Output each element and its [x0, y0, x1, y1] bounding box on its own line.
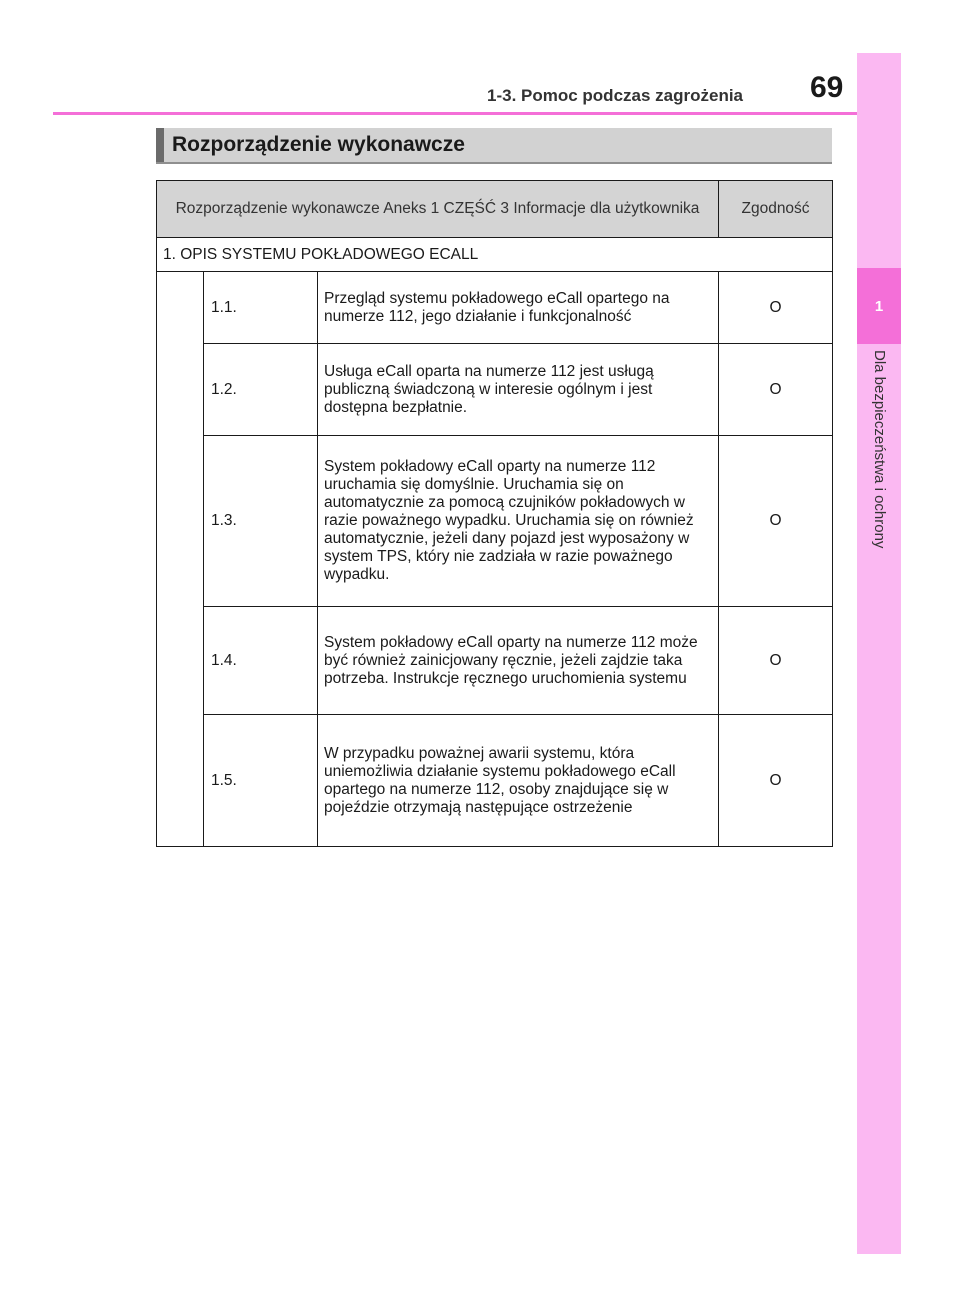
row-description: Usługa eCall oparta na numerze 112 jest usługą publiczną świadczoną w interesie ogólnym i jest dostępna bezpłatnie. — [318, 344, 719, 436]
chapter-index-label: Dla bezpieczeństwa i ochrony — [871, 350, 888, 549]
indent-cell — [157, 272, 204, 847]
chapter-index-number: 1 — [874, 297, 884, 315]
row-description: Przegląd systemu pokładowego eCall opartego na numerze 112, jego działanie i funkcjonalność — [318, 272, 719, 344]
row-compliance: O — [719, 344, 833, 436]
header-requirement: Rozporządzenie wykonawcze Aneks 1 CZĘŚĆ 3 Informacje dla użytkownika — [157, 181, 719, 238]
row-number: 1.5. — [204, 715, 318, 847]
table-header-row — [157, 181, 833, 238]
row-compliance: O — [719, 272, 833, 344]
chapter-index-tab — [857, 268, 901, 344]
section-heading-bar — [156, 128, 832, 164]
table-row — [157, 607, 833, 715]
row-description: W przypadku poważnej awarii systemu, która uniemożliwia działanie systemu pokładowego eCall opartego na numerze 112, osoby znajdujące się w pojeździe otrzymają następujące ostrzeżenie — [318, 715, 719, 847]
row-compliance: O — [719, 715, 833, 847]
chapter-index-strip — [857, 53, 901, 1254]
header-rule — [53, 112, 857, 115]
table-row — [157, 272, 833, 344]
row-number: 1.2. — [204, 344, 318, 436]
row-description: System pokładowy eCall oparty na numerze 112 uruchamia się domyślnie. Uruchamia się on automatycznie za pomocą czujników pokładowych w razie poważnego wypadku. Uruchamia się on również automatycznie, jeżeli dany pojazd jest wyposażony w system TPS, który nie zadziała w razie poważnego wypadku. — [318, 436, 719, 607]
table-row — [157, 715, 833, 847]
table-row — [157, 344, 833, 436]
row-compliance: O — [719, 436, 833, 607]
table-section-row — [157, 238, 833, 272]
row-compliance: O — [719, 607, 833, 715]
row-number: 1.1. — [204, 272, 318, 344]
requirements-table — [156, 180, 833, 847]
running-header-title: 1-3. Pomoc podczas zagrożenia — [487, 86, 744, 105]
section-heading-accent — [156, 128, 164, 162]
section-row-label: 1. OPIS SYSTEMU POKŁADOWEGO ECALL — [157, 238, 833, 272]
row-number: 1.3. — [204, 436, 318, 607]
page-number: 69 — [810, 71, 844, 104]
row-number: 1.4. — [204, 607, 318, 715]
section-heading: Rozporządzenie wykonawcze — [172, 133, 465, 156]
row-description: System pokładowy eCall oparty na numerze 112 może być również zainicjowany ręcznie, jeżeli zajdzie taka potrzeba. Instrukcje ręcznego uruchomienia systemu — [318, 607, 719, 715]
header-compliance: Zgodność — [719, 181, 833, 238]
table-row — [157, 436, 833, 607]
